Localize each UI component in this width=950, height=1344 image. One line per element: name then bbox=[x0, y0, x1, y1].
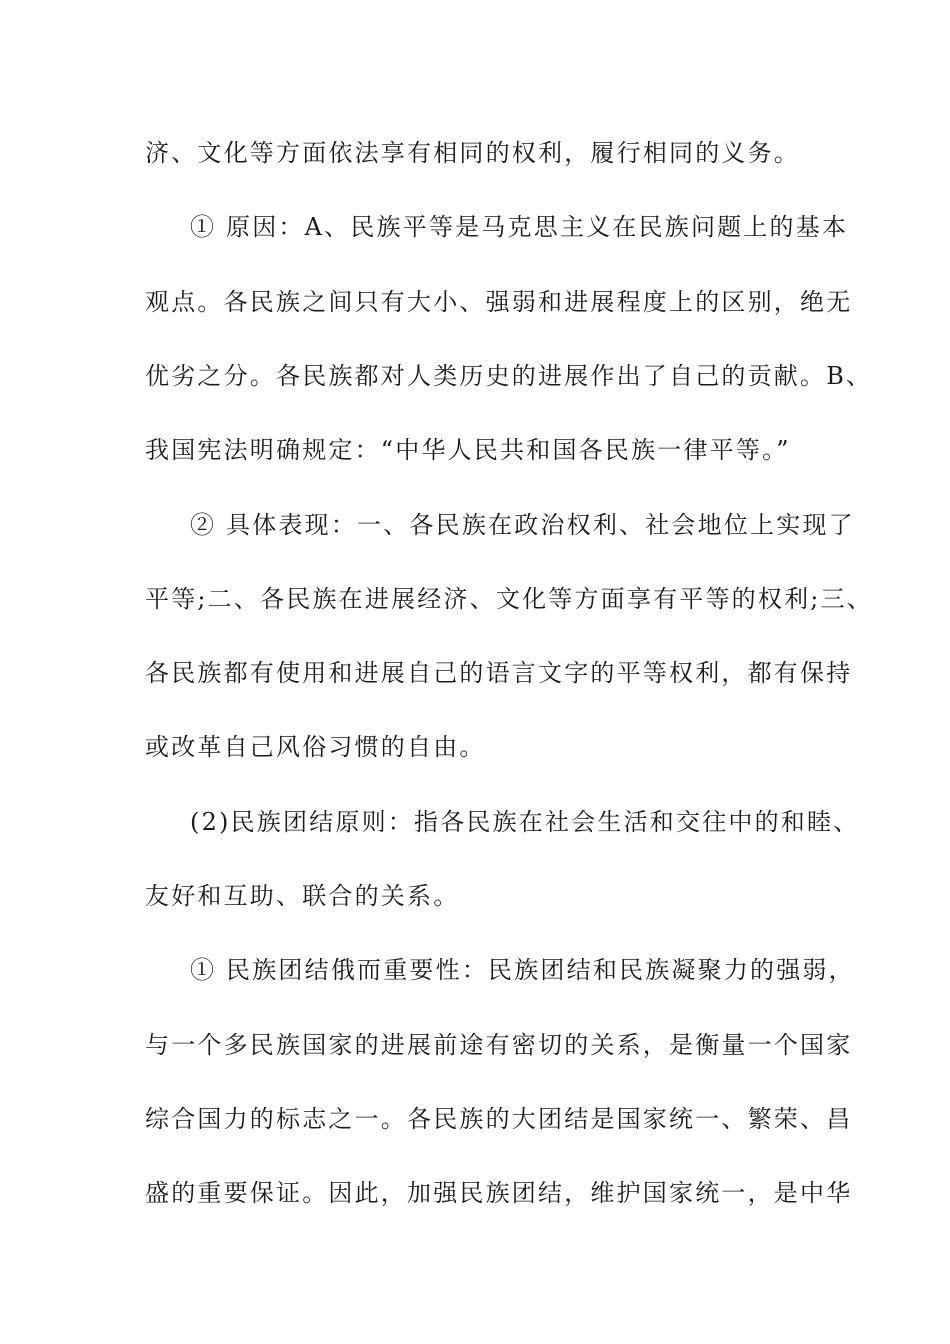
paragraph-first-line: ① 民族团结俄而重要性：民族团结和民族凝聚力的强弱， bbox=[190, 956, 855, 984]
text-line: 我国宪法明确规定：“中华人民共和国各民族一律平等。” bbox=[145, 436, 791, 464]
text-line: 盛的重要保证。因此，加强民族团结，维护国家统一，是中华 bbox=[145, 1179, 853, 1207]
text-line: 与一个多民族国家的进展前途有密切的关系，是衡量一个国家 bbox=[145, 1031, 853, 1059]
text-line: 或改革自己风俗习惯的自由。 bbox=[145, 733, 486, 761]
paragraph-first-line: ① 原因：A、民族平等是马克思主义在民族问题上的基本 bbox=[190, 213, 849, 241]
text-line: 友好和互助、联合的关系。 bbox=[145, 882, 460, 910]
text-line: 平等;二、各民族在进展经济、文化等方面享有平等的权利;三、 bbox=[145, 585, 873, 613]
text-line: 综合国力的标志之一。各民族的大团结是国家统一、繁荣、昌 bbox=[145, 1105, 853, 1133]
paragraph-first-line: ② 具体表现：一、各民族在政治权利、社会地位上实现了 bbox=[190, 511, 855, 539]
text-line: 观点。各民族之间只有大小、强弱和进展程度上的区别，绝无 bbox=[145, 288, 853, 316]
text-line: 优劣之分。各民族都对人类历史的进展作出了自己的贡献。B、 bbox=[145, 362, 873, 390]
text-line: 济、文化等方面依法享有相同的权利，履行相同的义务。 bbox=[145, 139, 800, 167]
text-line: 各民族都有使用和进展自己的语言文字的平等权利，都有保持 bbox=[145, 659, 853, 687]
paragraph-first-line: (2)民族团结原则：指各民族在社会生活和交往中的和睦、 bbox=[190, 808, 860, 836]
